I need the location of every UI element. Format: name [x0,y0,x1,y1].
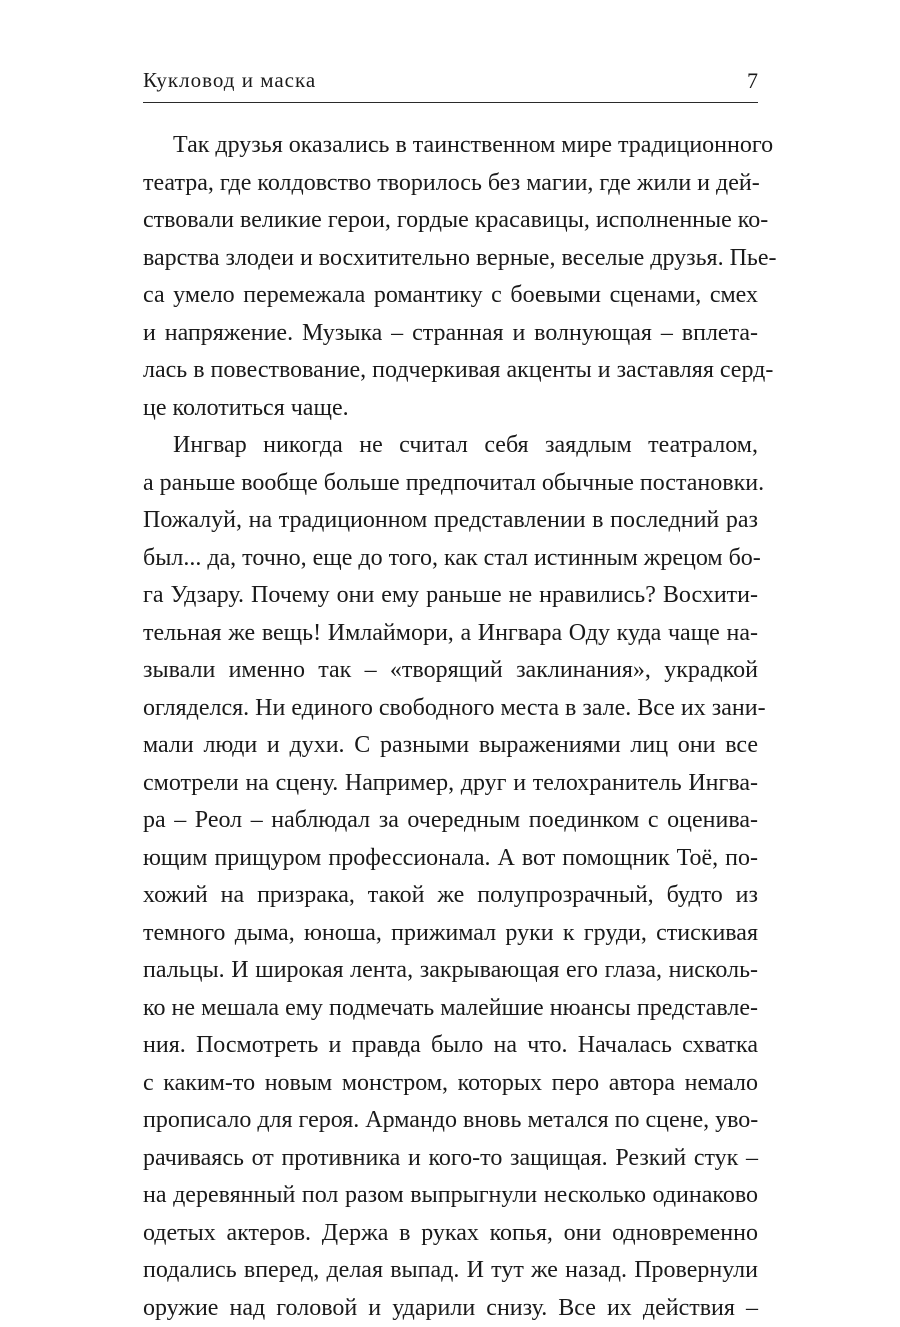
text-line: огляделся. Ни единого свободного места в зале. Все их зани- [143,690,758,728]
text-line: це колотиться чаще. [143,390,758,428]
text-line: подались вперед, делая выпад. И тут же назад. Провернули [143,1252,758,1290]
text-line: лась в повествование, подчеркивая акценты и заставляя серд- [143,352,758,390]
text-line: ко не мешала ему подмечать малейшие нюансы представле- [143,990,758,1028]
text-line: Пожалуй, на традиционном представлении в последний раз [143,502,758,540]
text-line: варства злодеи и восхитительно верные, веселые друзья. Пье- [143,240,758,278]
text-line: Ингвар никогда не считал себя заядлым театралом, [143,427,758,465]
text-line: ющим прищуром профессионала. А вот помощник Тоё, по- [143,840,758,878]
text-line: на деревянный пол разом выпрыгнули несколько одинаково [143,1177,758,1215]
text-line: ствовали великие герои, гордые красавицы, исполненные ко- [143,202,758,240]
text-line: хожий на призрака, такой же полупрозрачный, будто из [143,877,758,915]
text-line: тельная же вещь! Имлаймори, а Ингвара Оду куда чаще на- [143,615,758,653]
page-header [143,62,758,103]
text-line: смотрели на сцену. Например, друг и телохранитель Ингва- [143,765,758,803]
body-text [143,127,758,1327]
running-title: Кукловод и маска [143,68,316,93]
text-line: рачиваясь от противника и кого-то защищая. Резкий стук – [143,1140,758,1178]
page-number: 7 [747,68,758,94]
text-line: и напряжение. Музыка – странная и волнующая – вплета- [143,315,758,353]
text-line: прописало для героя. Армандо вновь метался по сцене, уво- [143,1102,758,1140]
text-line: Так друзья оказались в таинственном мире традиционного [143,127,758,165]
text-line: был... да, точно, еще до того, как стал истинным жрецом бо- [143,540,758,578]
text-line: ния. Посмотреть и правда было на что. Началась схватка [143,1027,758,1065]
text-line: а раньше вообще больше предпочитал обычные постановки. [143,465,758,503]
text-line: темного дыма, юноша, прижимал руки к груди, стискивая [143,915,758,953]
text-line: пальцы. И широкая лента, закрывающая его глаза, нисколь- [143,952,758,990]
text-line: мали люди и духи. С разными выражениями лиц они все [143,727,758,765]
text-line: са умело перемежала романтику с боевыми сценами, смех [143,277,758,315]
text-line: ра – Реол – наблюдал за очередным поединком с оценива- [143,802,758,840]
text-line: оружие над головой и ударили снизу. Все их действия – [143,1290,758,1327]
text-line: театра, где колдовство творилось без магии, где жили и дей- [143,165,758,203]
text-line: с каким-то новым монстром, которых перо автора немало [143,1065,758,1103]
text-line: одетых актеров. Держа в руках копья, они одновременно [143,1215,758,1253]
text-line: зывали именно так – «творящий заклинания», украдкой [143,652,758,690]
text-line: га Удзару. Почему они ему раньше не нравились? Восхити- [143,577,758,615]
